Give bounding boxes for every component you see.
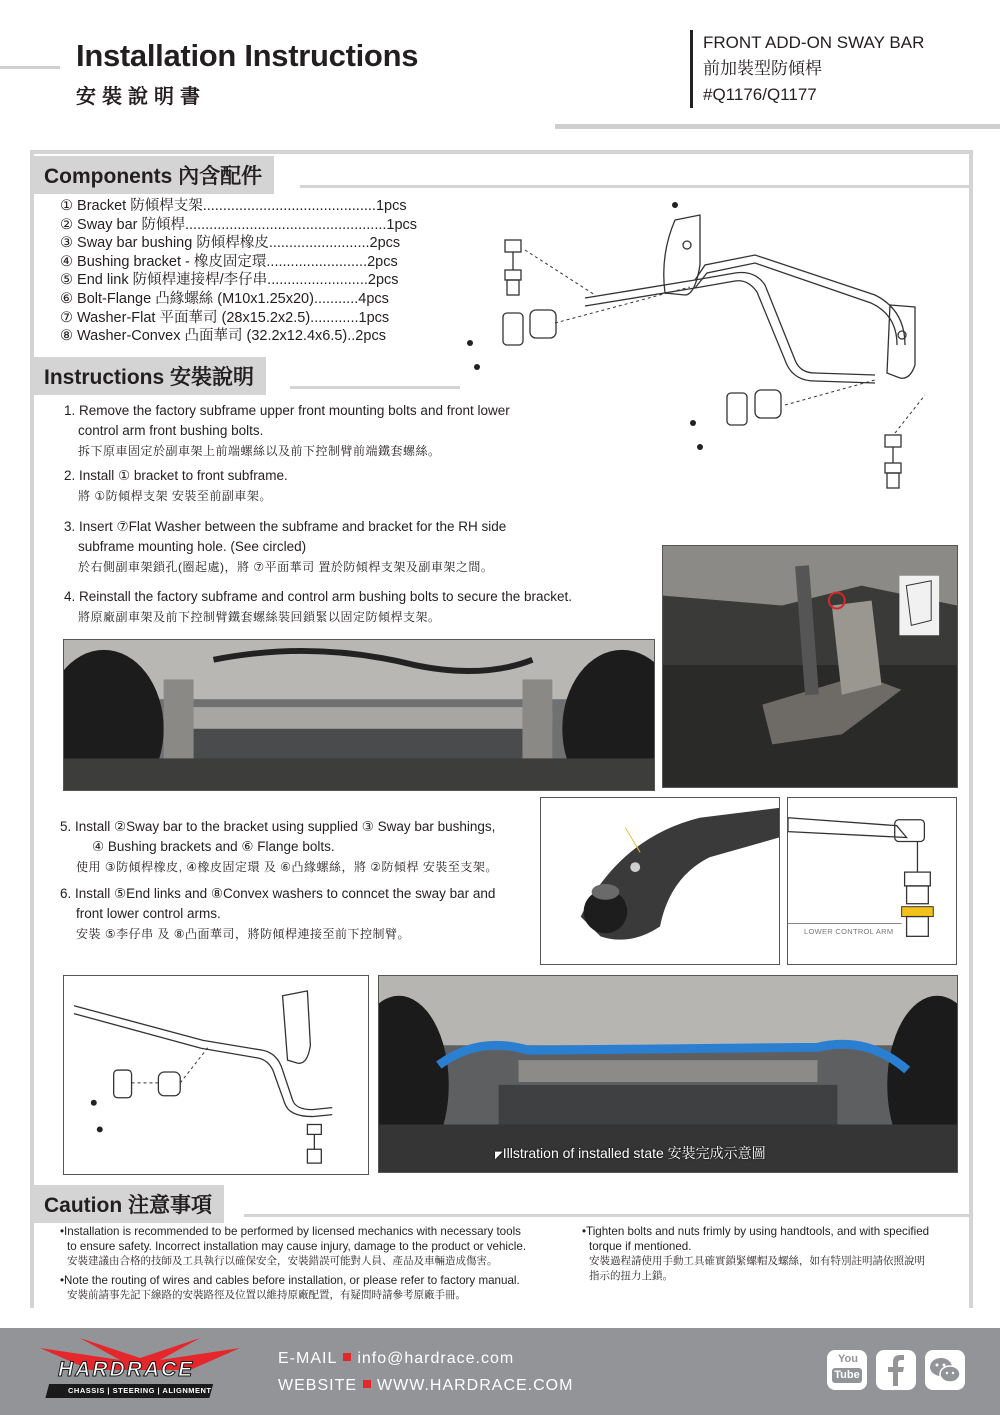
front-subframe-photo xyxy=(63,639,655,791)
caution-text-chinese: 安裝建議由合格的技師及工具執行以確保安全，安裝錯誤可能對人員、產品及車輛造成傷害。 xyxy=(67,1255,498,1267)
product-part-number: #Q1176/Q1177 xyxy=(703,85,817,104)
step-text-chinese: 安裝 ⑤李仔串 及 ⑧凸面華司，將防傾桿連接至前下控制臂。 xyxy=(76,927,411,941)
components-heading-zh: 內含配件 xyxy=(178,163,263,188)
product-info xyxy=(703,30,924,108)
list-item: ④ Bushing bracket - 橡皮固定環.........................2pcs xyxy=(60,253,398,270)
components-list xyxy=(60,197,417,346)
list-item: ② Sway bar 防傾桿..................................................1pcs xyxy=(60,216,418,233)
installed-state-photo xyxy=(378,975,958,1173)
caution-right xyxy=(582,1224,929,1284)
caution-text-chinese: 指示的扭力上鎖。 xyxy=(589,1270,673,1282)
bullet-icon xyxy=(363,1380,371,1388)
step-text: 2. Install ① bracket to front subframe. xyxy=(64,468,288,483)
caution-text: •Tighten bolts and nuts frimly by using handtools, and with specified xyxy=(582,1225,930,1238)
hardrace-logo xyxy=(40,1336,240,1408)
caution-text: torque if mentioned. xyxy=(589,1240,692,1253)
subframe-bracket-photo xyxy=(662,545,958,788)
list-item: ⑦ Washer-Flat 平面華司 (28x15.2x2.5)............1pcs xyxy=(60,309,390,326)
contact-email xyxy=(278,1350,514,1368)
youtube-tube-text: Tube xyxy=(832,1368,862,1383)
instructions-rule xyxy=(290,386,460,389)
wechat-icon[interactable] xyxy=(925,1350,965,1390)
components-heading xyxy=(34,156,274,194)
caution-left xyxy=(60,1224,526,1303)
step-text: front lower control arms. xyxy=(76,906,221,921)
illustration-caption xyxy=(495,1143,766,1163)
instruction-step-3 xyxy=(64,517,506,577)
contact-website xyxy=(278,1377,573,1395)
caution-rule xyxy=(244,1214,970,1217)
youtube-icon[interactable] xyxy=(827,1350,867,1390)
step-text-chinese: 將原廠副車架及前下控制臂鐵套螺絲裝回鎖緊以固定防傾桿支架。 xyxy=(78,610,441,624)
step-text-chinese: 於右側副車架鎖孔(圈起處)，將 ⑦平面華司 置於防傾桿支架及副車架之間。 xyxy=(78,560,494,574)
illustration-caption-text: Illstration of installed state 安裝完成示意圖 xyxy=(502,1145,766,1161)
website-link[interactable]: WWW.HARDRACE.COM xyxy=(377,1377,574,1394)
control-arm-photo xyxy=(540,797,780,965)
instruction-step-6 xyxy=(60,884,495,944)
step-text: 3. Insert ⑦Flat Washer between the subframe and bracket for the RH side xyxy=(64,519,507,534)
product-name: FRONT ADD-ON SWAY BAR xyxy=(703,33,925,52)
email-label: E-MAIL xyxy=(278,1350,338,1367)
assembly-drawing xyxy=(63,975,369,1175)
instruction-step-2 xyxy=(64,466,288,506)
caution-text: to ensure safety. Incorrect installation may cause injury, damage to the product or vehicle. xyxy=(67,1240,527,1253)
instruction-step-1 xyxy=(64,401,510,461)
footer xyxy=(0,1328,1000,1415)
lower-control-arm-label: LOWER CONTROL ARM xyxy=(804,927,894,936)
step-text: control arm front bushing bolts. xyxy=(78,423,264,438)
header-rule-left xyxy=(0,66,60,69)
end-link-drawing xyxy=(787,797,957,965)
caution-heading-en: Caution xyxy=(44,1194,123,1217)
product-name-chinese: 前加裝型防傾桿 xyxy=(703,59,822,78)
instruction-step-5 xyxy=(60,817,498,877)
instructions-heading-en: Instructions xyxy=(44,366,165,389)
components-heading-en: Components xyxy=(44,165,173,188)
caution-text-chinese: 安裝前請事先記下線路的安裝路徑及位置以維持原廠配置，有疑問時請參考原廠手冊。 xyxy=(67,1289,466,1301)
facebook-icon[interactable] xyxy=(876,1350,916,1390)
instructions-heading xyxy=(34,357,266,395)
step-text: ④ Bushing brackets and ⑥ Flange bolts. xyxy=(92,839,335,854)
website-label: WEBSITE xyxy=(278,1377,358,1394)
components-rule xyxy=(300,185,970,188)
list-item: ⑥ Bolt-Flange 凸緣螺絲 (M10x1.25x20)...........4pcs xyxy=(60,290,389,307)
step-text: 5. Install ②Sway bar to the bracket using supplied ③ Sway bar bushings, xyxy=(60,819,496,834)
page-title-chinese: 安裝說明書 xyxy=(76,84,206,108)
step-text: 4. Reinstall the factory subframe and control arm bushing bolts to secure the bracket. xyxy=(64,589,573,604)
caution-text-chinese: 安裝過程請使用手動工具確實鎖緊螺帽及螺絲，如有特別註明請依照說明 xyxy=(589,1255,925,1267)
header-divider xyxy=(690,30,693,108)
page-title: Installation Instructions xyxy=(76,38,419,73)
caution-heading-zh: 注意事項 xyxy=(128,1192,212,1217)
header-rule-right xyxy=(555,124,1000,129)
email-link[interactable]: info@hardrace.com xyxy=(357,1350,515,1367)
caution-text: •Installation is recommended to be performed by licensed mechanics with necessary tools xyxy=(60,1225,521,1238)
logo-tagline: CHASSIS | STEERING | ALIGNMENT xyxy=(68,1386,212,1395)
caution-text: •Note the routing of wires and cables before installation, or please refer to factory manual. xyxy=(60,1274,520,1287)
step-text: 1. Remove the factory subframe upper front mounting bolts and front lower xyxy=(64,403,510,418)
list-item: ① Bracket 防傾桿支架...........................................1pcs xyxy=(60,198,407,214)
instructions-heading-zh: 安裝說明 xyxy=(170,364,255,389)
step-text-chinese: 將 ①防傾桿支架 安裝至前副車架。 xyxy=(78,489,272,503)
step-text-chinese: 使用 ③防傾桿橡皮, ④橡皮固定環 及 ⑥凸緣螺絲，將 ②防傾桿 安裝至支架。 xyxy=(76,860,498,874)
instruction-step-4 xyxy=(64,587,572,627)
list-item: ⑧ Washer-Convex 凸面華司 (32.2x12.4x6.5)..2pcs xyxy=(60,328,386,345)
logo-wordmark: HARDRACE xyxy=(58,1358,195,1381)
caution-heading xyxy=(34,1185,224,1223)
caption-marker-icon: ◤ xyxy=(495,1150,503,1161)
step-text: 6. Install ⑤End links and ⑧Convex washers to conncet the sway bar and xyxy=(60,886,496,901)
step-text-chinese: 拆下原車固定於副車架上前端螺絲以及前下控制臂前端鐵套螺絲。 xyxy=(78,444,441,458)
list-item: ⑤ End link 防傾桿連接桿/李仔串.........................2pcs xyxy=(60,272,399,289)
list-item: ③ Sway bar bushing 防傾桿橡皮.........................2pcs xyxy=(60,235,401,252)
bullet-icon xyxy=(343,1353,351,1361)
step-text: subframe mounting hole. (See circled) xyxy=(78,539,307,554)
youtube-you-text: You xyxy=(838,1353,858,1365)
exploded-parts-diagram xyxy=(455,195,955,500)
